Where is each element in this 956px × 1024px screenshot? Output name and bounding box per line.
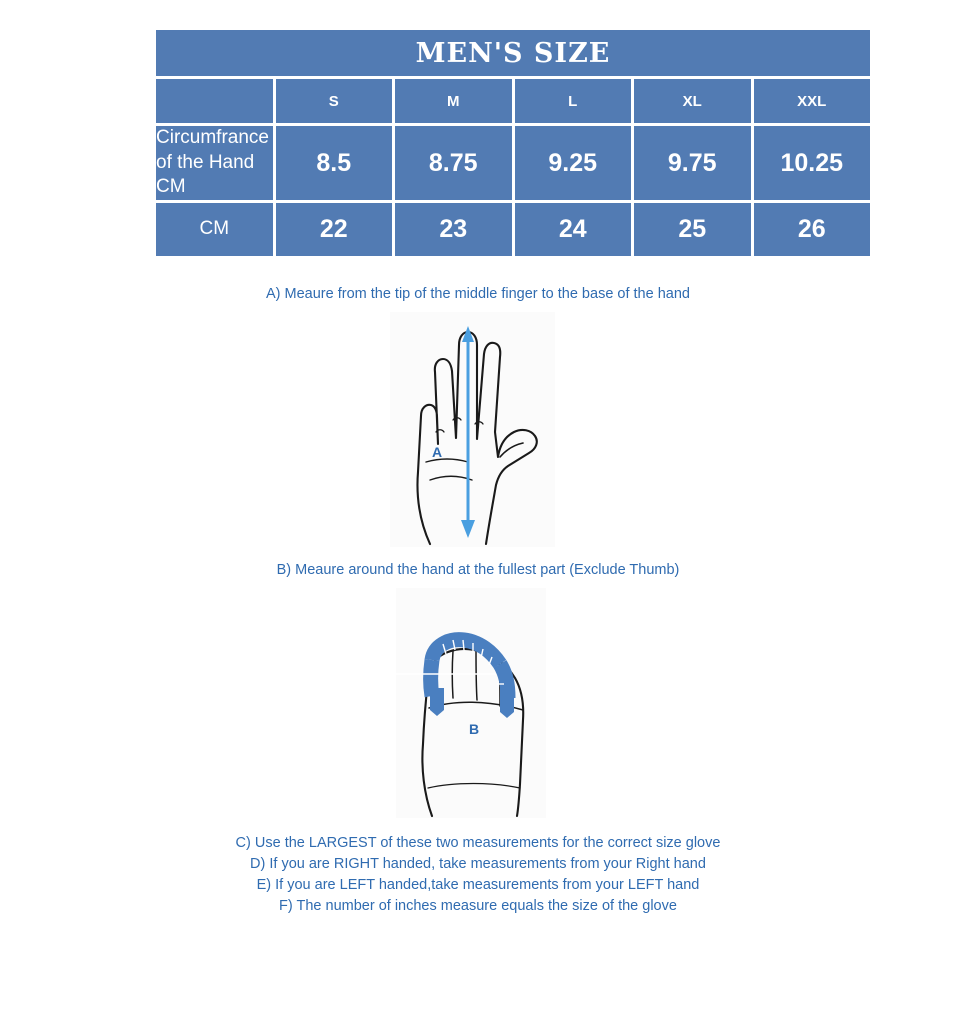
marker-label-b: B bbox=[468, 721, 480, 737]
length-measure-arrow bbox=[461, 326, 475, 538]
table-row bbox=[156, 203, 870, 256]
caption-measure-a: A) Meaure from the tip of the middle finger to the base of the hand bbox=[266, 286, 690, 302]
cell-circumference-m: 8.75 bbox=[395, 126, 512, 200]
cell-cm-m: 23 bbox=[395, 203, 512, 256]
cell-circumference-xl: 9.75 bbox=[634, 126, 751, 200]
marker-label-a: A bbox=[431, 444, 443, 460]
row-label-cm: CM bbox=[156, 203, 273, 256]
table-header-row bbox=[156, 79, 870, 123]
footnote-e: E) If you are LEFT handed,take measurements from your LEFT hand bbox=[256, 877, 700, 893]
cell-cm-l: 24 bbox=[515, 203, 632, 256]
footnotes-list bbox=[0, 833, 956, 917]
size-table-container bbox=[153, 27, 873, 259]
hand-length-illustration bbox=[390, 312, 555, 547]
caption-measure-b: B) Meaure around the hand at the fullest part (Exclude Thumb) bbox=[276, 562, 680, 578]
table-header-s: S bbox=[276, 79, 393, 123]
page-title: MEN'S SIZE bbox=[156, 30, 870, 76]
table-header-m: M bbox=[395, 79, 512, 123]
cell-cm-s: 22 bbox=[276, 203, 393, 256]
footnote-d: D) If you are RIGHT handed, take measurements from your Right hand bbox=[250, 856, 706, 872]
table-header-xl: XL bbox=[634, 79, 751, 123]
hand-circumference-figure bbox=[396, 588, 546, 818]
row-label-circumference: Circumfrance of the Hand CM bbox=[156, 126, 273, 200]
footnote-c: C) Use the LARGEST of these two measurements for the correct size glove bbox=[235, 835, 721, 851]
cell-cm-xxl: 26 bbox=[754, 203, 871, 256]
table-title-row bbox=[156, 30, 870, 76]
table-row bbox=[156, 126, 870, 200]
cell-circumference-s: 8.5 bbox=[276, 126, 393, 200]
hand-length-figure bbox=[390, 312, 555, 547]
table-header-l: L bbox=[515, 79, 632, 123]
tape-measure bbox=[396, 640, 514, 718]
footnote-f: F) The number of inches measure equals the size of the glove bbox=[279, 898, 677, 914]
size-table bbox=[153, 27, 873, 259]
cell-circumference-l: 9.25 bbox=[515, 126, 632, 200]
table-header-blank bbox=[156, 79, 273, 123]
cell-cm-xl: 25 bbox=[634, 203, 751, 256]
hand-circumference-illustration bbox=[396, 588, 546, 818]
table-header-xxl: XXL bbox=[754, 79, 871, 123]
cell-circumference-xxl: 10.25 bbox=[754, 126, 871, 200]
